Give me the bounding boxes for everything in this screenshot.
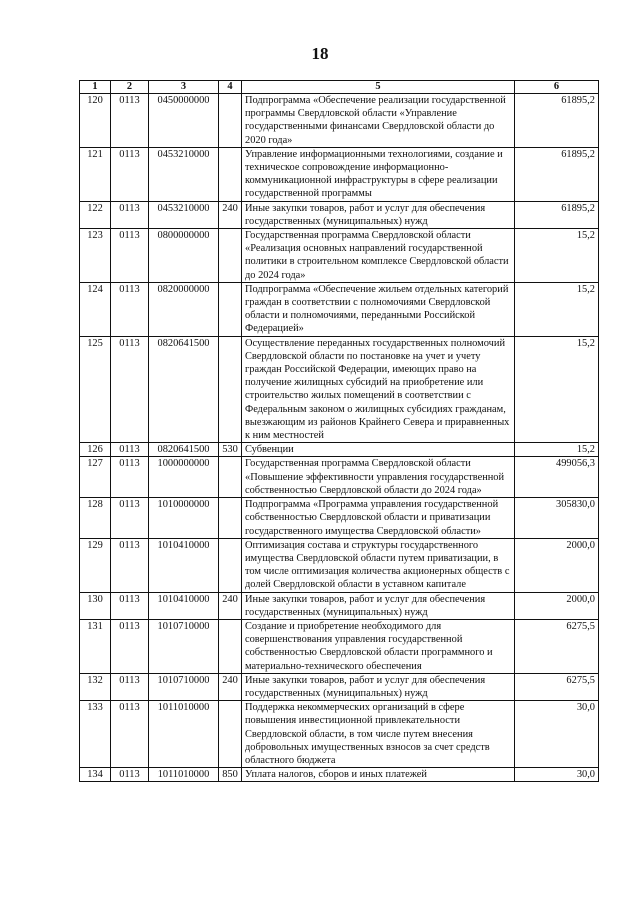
target-article-code: 0820641500 <box>149 336 219 443</box>
expense-type-code <box>219 336 242 443</box>
amount: 2000,0 <box>515 538 599 592</box>
amount: 15,2 <box>515 336 599 443</box>
column-header: 5 <box>242 81 515 94</box>
target-article-code: 1011010000 <box>149 768 219 782</box>
amount: 61895,2 <box>515 147 599 201</box>
row-number: 123 <box>80 229 111 283</box>
item-name: Поддержка некоммерческих организаций в сфере повышения инвестиционной привлекательности Свердловской области, в том числе путем внесения добровольных имущественных взносов за счет средств областного бюджета <box>242 701 515 768</box>
section-code: 0113 <box>111 443 149 457</box>
item-name: Субвенции <box>242 443 515 457</box>
expense-type-code <box>219 457 242 498</box>
target-article-code: 1010410000 <box>149 538 219 592</box>
section-code: 0113 <box>111 673 149 700</box>
expense-type-code <box>219 229 242 283</box>
row-number: 127 <box>80 457 111 498</box>
table-row <box>80 619 599 673</box>
amount: 305830,0 <box>515 498 599 539</box>
table-row <box>80 538 599 592</box>
column-header: 2 <box>111 81 149 94</box>
table-row <box>80 443 599 457</box>
table-row <box>80 336 599 443</box>
row-number: 125 <box>80 336 111 443</box>
table-row <box>80 498 599 539</box>
column-header: 3 <box>149 81 219 94</box>
table-row <box>80 201 599 228</box>
item-name: Подпрограмма «Обеспечение реализации государственной программы Свердловской области «Управление государственными финансами Свердловской области до 2020 года» <box>242 94 515 148</box>
target-article-code: 1010410000 <box>149 592 219 619</box>
amount: 6275,5 <box>515 673 599 700</box>
table-row <box>80 147 599 201</box>
row-number: 132 <box>80 673 111 700</box>
item-name: Осуществление переданных государственных полномочий Свердловской области по постановке на учет и учету граждан Российской Федерации, имеющих право на получение жилищных субсидий на приобретение или строительство жилых помещений в соответствии с Федеральным законом о жилищных субсидиях гражданам, выезжающим из районов Крайнего Севера и приравненных к ним местностей <box>242 336 515 443</box>
amount: 30,0 <box>515 768 599 782</box>
section-code: 0113 <box>111 701 149 768</box>
target-article-code: 0800000000 <box>149 229 219 283</box>
section-code: 0113 <box>111 592 149 619</box>
expense-type-code: 850 <box>219 768 242 782</box>
amount: 15,2 <box>515 282 599 336</box>
item-name: Государственная программа Свердловской области «Повышение эффективности управления государственной собственностью Свердловской области до 2024 года» <box>242 457 515 498</box>
expense-type-code: 240 <box>219 201 242 228</box>
target-article-code: 1011010000 <box>149 701 219 768</box>
column-header: 1 <box>80 81 111 94</box>
section-code: 0113 <box>111 619 149 673</box>
row-number: 122 <box>80 201 111 228</box>
amount: 61895,2 <box>515 94 599 148</box>
row-number: 120 <box>80 94 111 148</box>
target-article-code: 1000000000 <box>149 457 219 498</box>
expense-type-code <box>219 538 242 592</box>
section-code: 0113 <box>111 768 149 782</box>
target-article-code: 0820000000 <box>149 282 219 336</box>
section-code: 0113 <box>111 282 149 336</box>
section-code: 0113 <box>111 457 149 498</box>
item-name: Оптимизация состава и структуры государственного имущества Свердловской области путем приватизации, в том числе оптимизация количества акционерных обществ с долей Свердловской области в уставном капитале <box>242 538 515 592</box>
expense-type-code <box>219 701 242 768</box>
target-article-code: 0453210000 <box>149 201 219 228</box>
row-number: 134 <box>80 768 111 782</box>
section-code: 0113 <box>111 538 149 592</box>
row-number: 121 <box>80 147 111 201</box>
row-number: 128 <box>80 498 111 539</box>
table-row <box>80 592 599 619</box>
amount: 30,0 <box>515 701 599 768</box>
amount: 499056,3 <box>515 457 599 498</box>
item-name: Иные закупки товаров, работ и услуг для обеспечения государственных (муниципальных) нужд <box>242 201 515 228</box>
row-number: 130 <box>80 592 111 619</box>
column-header: 4 <box>219 81 242 94</box>
table-row <box>80 229 599 283</box>
item-name: Иные закупки товаров, работ и услуг для обеспечения государственных (муниципальных) нужд <box>242 673 515 700</box>
item-name: Создание и приобретение необходимого для совершенствования управления государственной собственностью Свердловской области программного и материально-технического обеспечения <box>242 619 515 673</box>
expense-type-code: 240 <box>219 673 242 700</box>
amount: 2000,0 <box>515 592 599 619</box>
section-code: 0113 <box>111 498 149 539</box>
row-number: 129 <box>80 538 111 592</box>
amount: 61895,2 <box>515 201 599 228</box>
target-article-code: 1010710000 <box>149 619 219 673</box>
section-code: 0113 <box>111 201 149 228</box>
row-number: 133 <box>80 701 111 768</box>
expense-type-code <box>219 94 242 148</box>
item-name: Подпрограмма «Программа управления государственной собственностью Свердловской области и приватизации государственного имущества Свердловской области» <box>242 498 515 539</box>
table-row <box>80 701 599 768</box>
target-article-code: 1010000000 <box>149 498 219 539</box>
amount: 15,2 <box>515 229 599 283</box>
target-article-code: 0450000000 <box>149 94 219 148</box>
section-code: 0113 <box>111 336 149 443</box>
column-header: 6 <box>515 81 599 94</box>
amount: 6275,5 <box>515 619 599 673</box>
budget-table <box>79 80 599 782</box>
expense-type-code <box>219 147 242 201</box>
item-name: Иные закупки товаров, работ и услуг для обеспечения государственных (муниципальных) нужд <box>242 592 515 619</box>
page-number: 18 <box>311 44 329 63</box>
table-row <box>80 673 599 700</box>
item-name: Уплата налогов, сборов и иных платежей <box>242 768 515 782</box>
amount: 15,2 <box>515 443 599 457</box>
table-row <box>80 457 599 498</box>
section-code: 0113 <box>111 94 149 148</box>
row-number: 126 <box>80 443 111 457</box>
item-name: Управление информационными технологиями, создание и техническое сопровождение информационно-коммуникационной инфраструктуры в сфере реализации государственной программы <box>242 147 515 201</box>
section-code: 0113 <box>111 229 149 283</box>
expense-type-code: 240 <box>219 592 242 619</box>
target-article-code: 0820641500 <box>149 443 219 457</box>
row-number: 131 <box>80 619 111 673</box>
target-article-code: 1010710000 <box>149 673 219 700</box>
section-code: 0113 <box>111 147 149 201</box>
item-name: Подпрограмма «Обеспечение жильем отдельных категорий граждан в соответствии с полномочиями Свердловской области и полномочиями, переданными Российской Федерацией» <box>242 282 515 336</box>
table-row <box>80 282 599 336</box>
expense-type-code <box>219 619 242 673</box>
expense-type-code <box>219 282 242 336</box>
expense-type-code: 530 <box>219 443 242 457</box>
target-article-code: 0453210000 <box>149 147 219 201</box>
table-header-row <box>80 81 599 94</box>
table-row <box>80 94 599 148</box>
expense-type-code <box>219 498 242 539</box>
table-row <box>80 768 599 782</box>
row-number: 124 <box>80 282 111 336</box>
item-name: Государственная программа Свердловской области «Реализация основных направлений государственной политики в строительном комплексе Свердловской области до 2024 года» <box>242 229 515 283</box>
